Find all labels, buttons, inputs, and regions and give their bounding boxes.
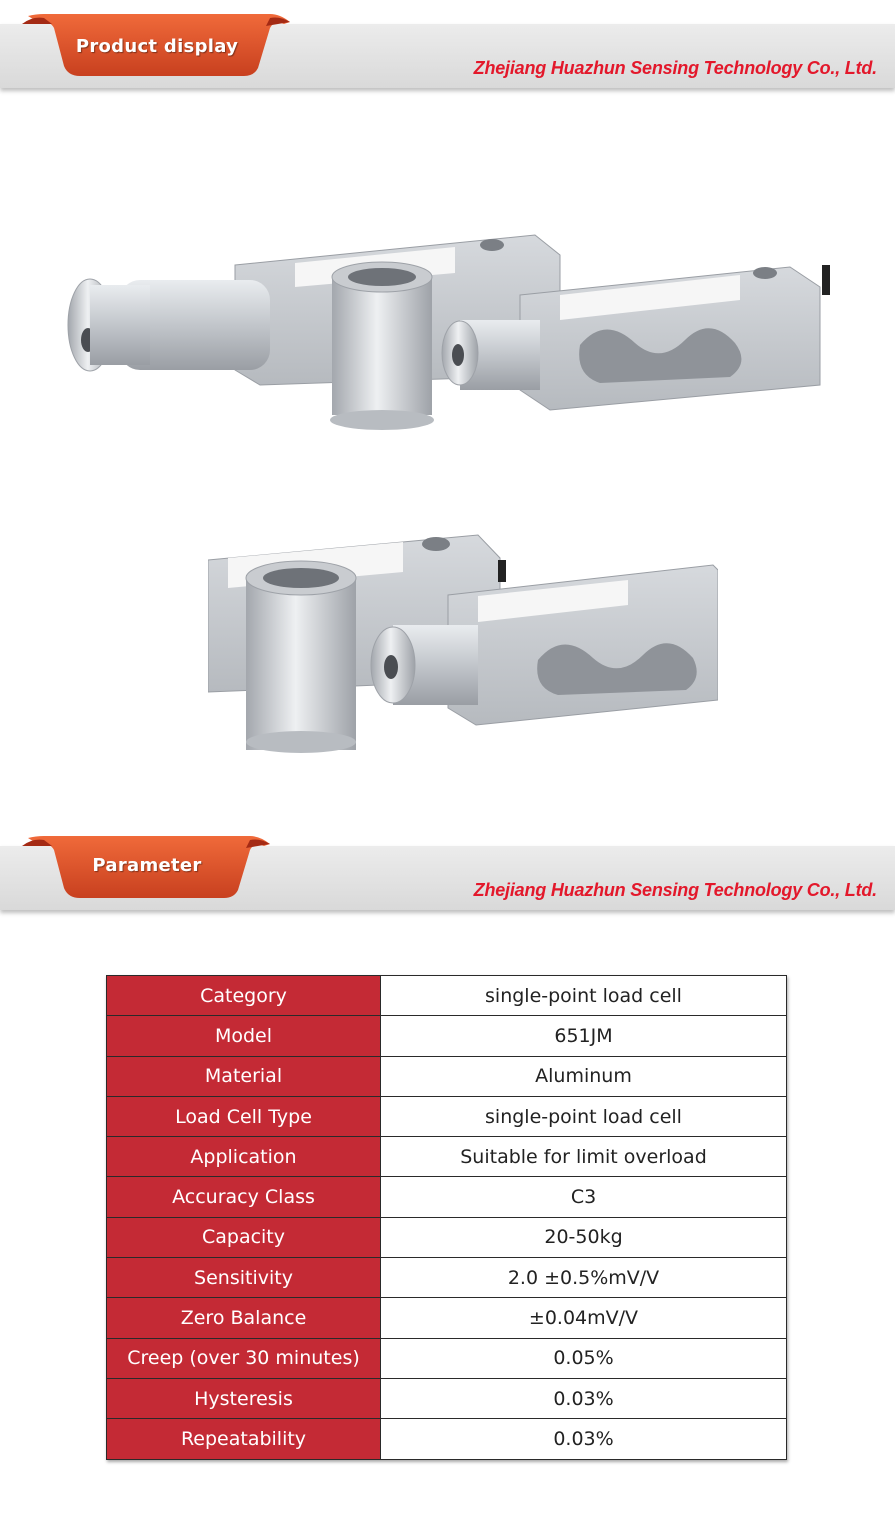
param-value: Suitable for limit overload: [381, 1137, 787, 1177]
param-value: 651JM: [381, 1016, 787, 1056]
param-label: Material: [107, 1056, 381, 1096]
parameter-title: Parameter: [92, 855, 202, 876]
param-value: C3: [381, 1177, 787, 1217]
table-row: [107, 1378, 787, 1418]
table-row: [107, 1419, 787, 1459]
table-row: [107, 1258, 787, 1298]
table-row: [107, 1217, 787, 1257]
param-label: Accuracy Class: [107, 1177, 381, 1217]
product-display-tab: [22, 14, 292, 94]
param-value: Aluminum: [381, 1056, 787, 1096]
table-row: [107, 1298, 787, 1338]
param-label: Sensitivity: [107, 1258, 381, 1298]
param-label: Category: [107, 976, 381, 1016]
param-label: Creep (over 30 minutes): [107, 1338, 381, 1378]
table-row: [107, 1177, 787, 1217]
param-label: Zero Balance: [107, 1298, 381, 1338]
param-label: Repeatability: [107, 1419, 381, 1459]
param-value: 0.03%: [381, 1419, 787, 1459]
param-label: Hysteresis: [107, 1378, 381, 1418]
company-name: Zhejiang Huazhun Sensing Technology Co., Ltd.: [473, 880, 877, 900]
param-label: Model: [107, 1016, 381, 1056]
table-row: [107, 1056, 787, 1096]
parameter-tab: [22, 836, 272, 916]
param-value: 20-50kg: [381, 1217, 787, 1257]
company-name: Zhejiang Huazhun Sensing Technology Co., Ltd.: [473, 58, 877, 78]
load-cell-image-bottom: [208, 530, 718, 760]
param-value: 0.05%: [381, 1338, 787, 1378]
param-value: 0.03%: [381, 1378, 787, 1418]
table-row: [107, 1016, 787, 1056]
parameter-table: [106, 975, 787, 1460]
param-label: Application: [107, 1137, 381, 1177]
param-label: Capacity: [107, 1217, 381, 1257]
table-row: [107, 1137, 787, 1177]
table-row: [107, 976, 787, 1016]
param-value: 2.0 ±0.5%mV/V: [381, 1258, 787, 1298]
param-value: single-point load cell: [381, 1096, 787, 1136]
table-row: [107, 1096, 787, 1136]
param-label: Load Cell Type: [107, 1096, 381, 1136]
param-value: ±0.04mV/V: [381, 1298, 787, 1338]
load-cell-image-top: [60, 225, 850, 440]
table-row: [107, 1338, 787, 1378]
param-value: single-point load cell: [381, 976, 787, 1016]
product-display-title: Product display: [75, 36, 239, 57]
